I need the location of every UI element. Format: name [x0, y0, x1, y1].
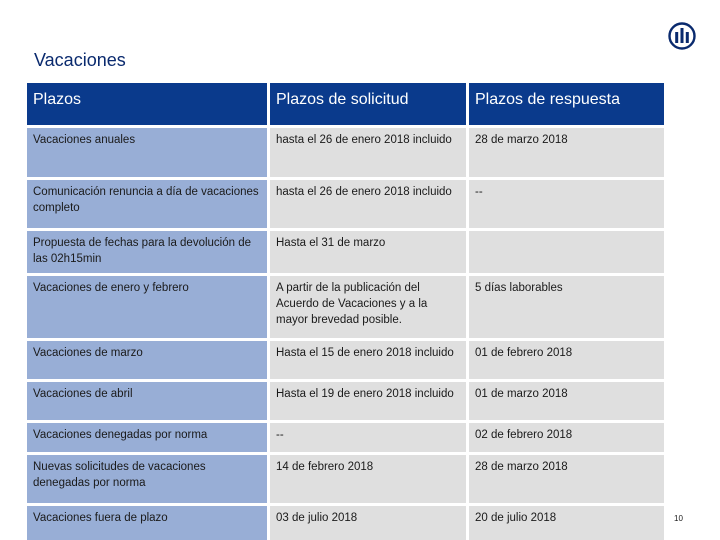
- table-cell-plazo: Vacaciones anuales: [27, 128, 270, 180]
- table-cell-respuesta: 5 días laborables: [469, 276, 664, 341]
- table-cell-plazo: Vacaciones denegadas por norma: [27, 423, 270, 455]
- table-cell-solicitud: --: [270, 423, 469, 455]
- allianz-logo-icon: [667, 21, 697, 51]
- table-cell-solicitud: hasta el 26 de enero 2018 incluido: [270, 180, 469, 231]
- header-plazos-solicitud: Plazos de solicitud: [270, 83, 469, 128]
- table-cell-solicitud: A partir de la publicación del Acuerdo de Vacaciones y a la mayor brevedad posible.: [270, 276, 469, 341]
- table-cell-plazo: Nuevas solicitudes de vacaciones denegadas por norma: [27, 455, 270, 506]
- table-row: [27, 128, 664, 180]
- table-row: [27, 341, 664, 382]
- table-cell-respuesta: 28 de marzo 2018: [469, 128, 664, 180]
- table-cell-respuesta: 28 de marzo 2018: [469, 455, 664, 506]
- table-cell-plazo: Vacaciones de marzo: [27, 341, 270, 382]
- table-row: [27, 455, 664, 506]
- header-plazos-respuesta: Plazos de respuesta: [469, 83, 664, 128]
- table-cell-respuesta: --: [469, 180, 664, 231]
- table-cell-respuesta: [469, 231, 664, 276]
- table-cell-plazo: Propuesta de fechas para la devolución de las 02h15min: [27, 231, 270, 276]
- page-number: 10: [674, 514, 683, 523]
- table-cell-plazo: Comunicación renuncia a día de vacaciones completo: [27, 180, 270, 231]
- table-cell-respuesta: 20 de julio 2018: [469, 506, 664, 540]
- table-cell-solicitud: hasta el 26 de enero 2018 incluido: [270, 128, 469, 180]
- table-header-row: [27, 83, 664, 128]
- table-cell-respuesta: 02 de febrero 2018: [469, 423, 664, 455]
- table-row: [27, 180, 664, 231]
- table-row: [27, 423, 664, 455]
- header-plazos: Plazos: [27, 83, 270, 128]
- table-cell-solicitud: Hasta el 15 de enero 2018 incluido: [270, 341, 469, 382]
- table-row: [27, 276, 664, 341]
- table-row: [27, 382, 664, 423]
- table-cell-plazo: Vacaciones de abril: [27, 382, 270, 423]
- table-row: [27, 506, 664, 540]
- vacation-deadlines-table: [27, 83, 664, 540]
- table-cell-plazo: Vacaciones de enero y febrero: [27, 276, 270, 341]
- table-cell-solicitud: 03 de julio 2018: [270, 506, 469, 540]
- table-cell-solicitud: 14 de febrero 2018: [270, 455, 469, 506]
- page-title: Vacaciones: [34, 50, 126, 70]
- table-cell-respuesta: 01 de febrero 2018: [469, 341, 664, 382]
- table-cell-respuesta: 01 de marzo 2018: [469, 382, 664, 423]
- table-cell-plazo: Vacaciones fuera de plazo: [27, 506, 270, 540]
- table-row: [27, 231, 664, 276]
- table-cell-solicitud: Hasta el 19 de enero 2018 incluido: [270, 382, 469, 423]
- table-cell-solicitud: Hasta el 31 de marzo: [270, 231, 469, 276]
